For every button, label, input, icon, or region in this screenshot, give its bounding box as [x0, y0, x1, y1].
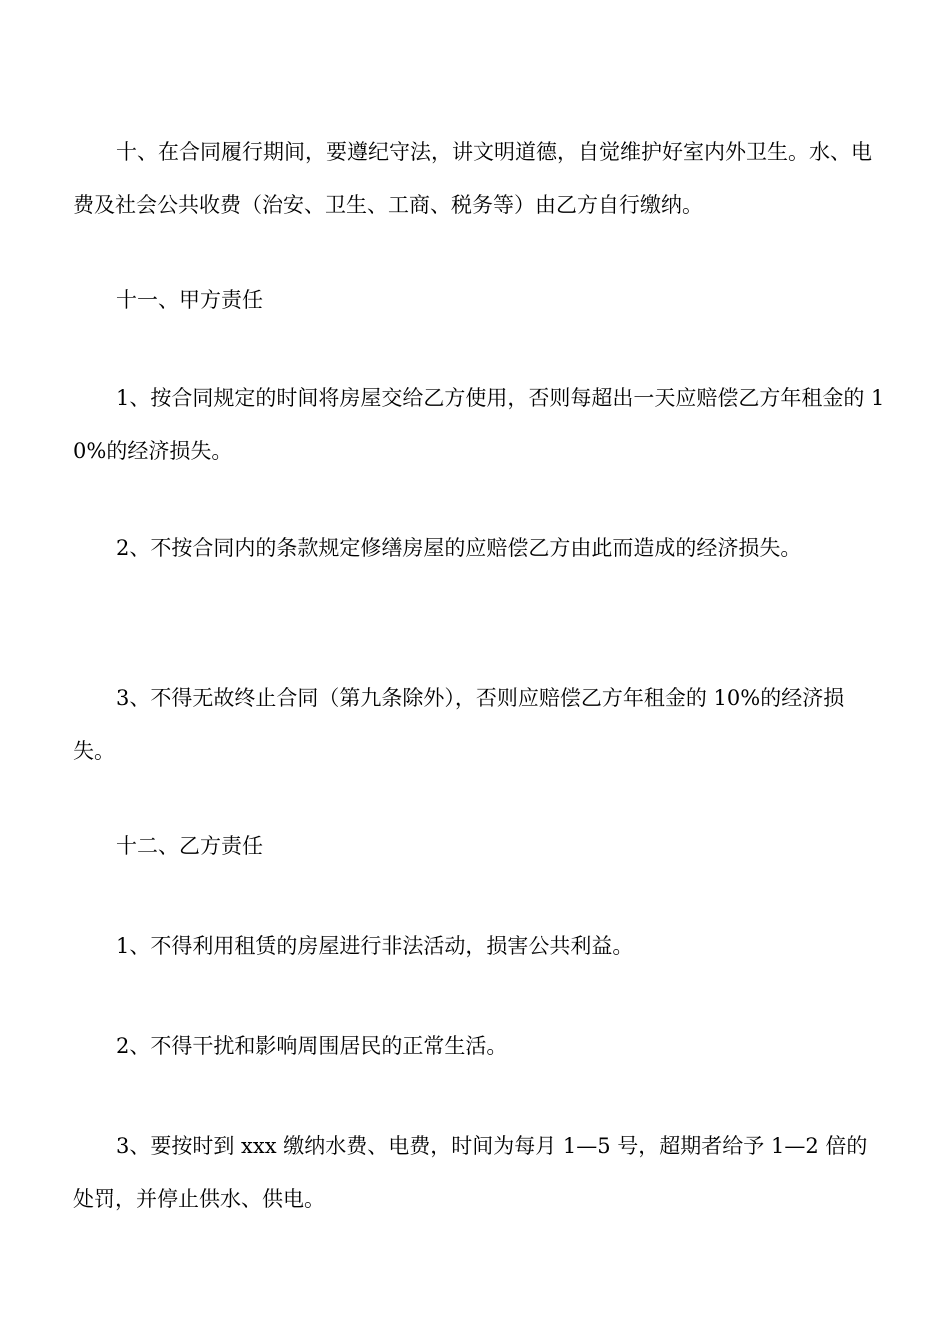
party-b-item-2: 2、不得干扰和影响周围居民的正常生活。	[116, 1034, 508, 1058]
party-a-item-3: 3、不得无故终止合同（第九条除外），否则应赔偿乙方年租金的 10%的经济损失。	[73, 686, 845, 763]
section-heading-party-a-responsibilities: 十一、甲方责任	[116, 288, 263, 312]
party-b-item-3: 3、要按时到 xxx 缴纳水费、电费，时间为每月 1—5 号，超期者给予 1—2 倍的处罚，并停止供水、供电。	[73, 1134, 868, 1211]
party-b-item-1: 1、不得利用租赁的房屋进行非法活动，损害公共利益。	[116, 934, 634, 958]
clause-10-paragraph: 十、在合同履行期间，要遵纪守法，讲文明道德，自觉维护好室内外卫生。水、电费及社会公共收费（治安、卫生、工商、税务等）由乙方自行缴纳。	[73, 140, 872, 217]
section-heading-party-b-responsibilities: 十二、乙方责任	[116, 834, 263, 858]
party-a-item-2: 2、不按合同内的条款规定修缮房屋的应赔偿乙方由此而造成的经济损失。	[116, 536, 802, 560]
party-a-item-1: 1、按合同规定的时间将房屋交给乙方使用，否则每超出一天应赔偿乙方年租金的 10%的经济损失。	[73, 386, 885, 463]
